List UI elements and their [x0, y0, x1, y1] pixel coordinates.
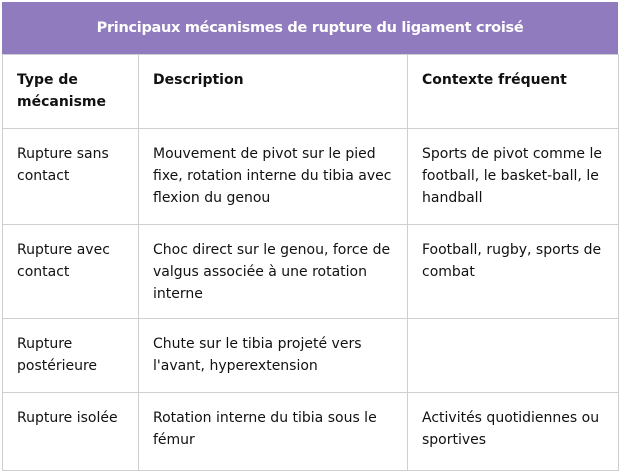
- header-type: Type de mécanisme: [3, 55, 139, 129]
- cell-context: Sports de pivot comme le football, le basket-ball, le handball: [408, 129, 619, 225]
- table-row: [3, 129, 619, 225]
- cell-type: Rupture postérieure: [3, 319, 139, 393]
- table-row: [3, 393, 619, 471]
- cell-context: Activités quotidiennes ou sportives: [408, 393, 619, 471]
- table-header-row: [3, 55, 619, 129]
- cell-description: Rotation interne du tibia sous le fémur: [139, 393, 408, 471]
- header-description: Description: [139, 55, 408, 129]
- table-container: [2, 2, 618, 470]
- header-context: Contexte fréquent: [408, 55, 619, 129]
- cell-type: Rupture sans contact: [3, 129, 139, 225]
- cell-description: Chute sur le tibia projeté vers l'avant, hyperextension: [139, 319, 408, 393]
- table-row: [3, 225, 619, 319]
- cell-context: [408, 319, 619, 393]
- cell-description: Choc direct sur le genou, force de valgus associée à une rotation interne: [139, 225, 408, 319]
- cell-type: Rupture avec contact: [3, 225, 139, 319]
- table-title: Principaux mécanismes de rupture du ligament croisé: [2, 2, 618, 54]
- mechanism-table: [2, 54, 619, 471]
- cell-description: Mouvement de pivot sur le pied fixe, rotation interne du tibia avec flexion du genou: [139, 129, 408, 225]
- cell-type: Rupture isolée: [3, 393, 139, 471]
- table-row: [3, 319, 619, 393]
- cell-context: Football, rugby, sports de combat: [408, 225, 619, 319]
